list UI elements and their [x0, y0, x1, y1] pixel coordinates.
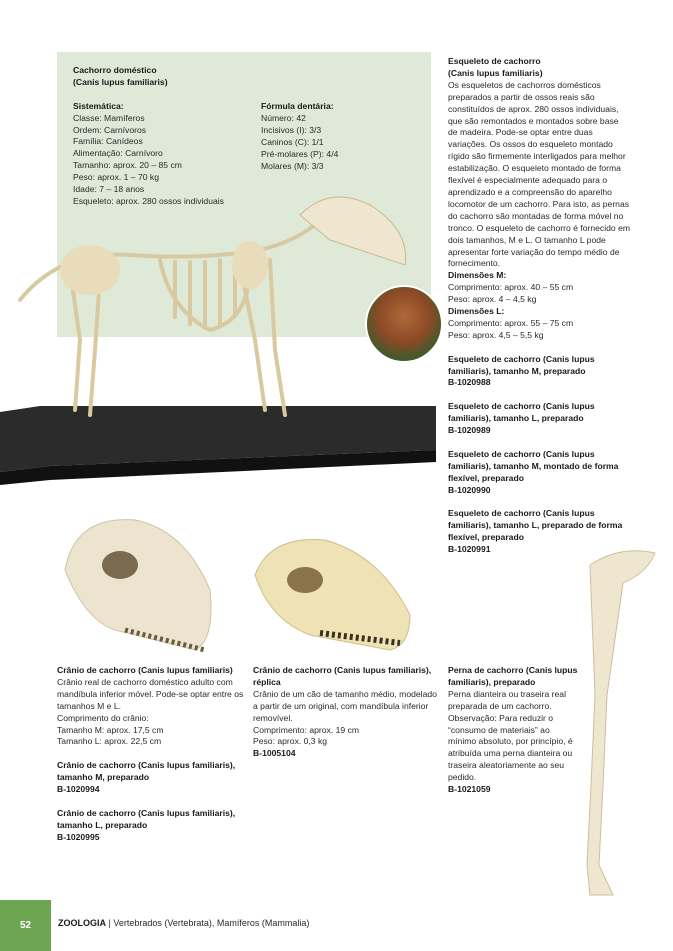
dental-item: Número: 42 — [261, 112, 306, 123]
product-name: Esqueleto de cachorro (Canis lupus familiaris), tamanho M, montado de forma flexível, preparado — [448, 448, 619, 483]
systematics-item: Peso: aprox. 1 – 70 kg — [73, 172, 159, 183]
skeleton-subtitle: (Canis lupus familiaris) — [448, 67, 543, 78]
dental-heading: Fórmula dentária: — [261, 101, 334, 111]
product-code: B-1020989 — [448, 425, 491, 436]
info-title: Cachorro doméstico — [73, 65, 157, 75]
dim-m-length: Comprimento: aprox. 40 – 55 cm — [448, 282, 574, 293]
product-entry — [57, 808, 247, 844]
product-entry — [448, 401, 630, 437]
replica-description: Crânio de um cão de tamanho médio, modelado a partir de um original, com mandíbula inferior removível. — [253, 688, 437, 723]
dim-m-heading: Dimensões M: — [448, 270, 507, 281]
replica-skull-image — [250, 535, 415, 655]
footer-separator: | — [106, 918, 114, 928]
dental-item: Caninos (C): 1/1 — [261, 136, 324, 147]
systematics-item: Idade: 7 – 18 anos — [73, 184, 145, 195]
systematics-item: Tamanho: aprox. 20 – 85 cm — [73, 160, 182, 171]
skull-title: Crânio de cachorro (Canis lupus familiaris) — [57, 665, 233, 675]
product-code: B-1020995 — [57, 831, 100, 842]
dog-leg-image — [585, 545, 660, 900]
dim-l-weight: Peso: aprox. 4,5 – 5,5 kg — [448, 329, 544, 340]
replica-title: Crânio de cachorro (Canis lupus familiaris), réplica — [253, 665, 432, 687]
product-name: Crânio de cachorro (Canis lupus familiaris), tamanho M, preparado — [57, 760, 236, 783]
product-code: B-1020988 — [448, 377, 491, 388]
info-subtitle: (Canis lupus familiaris) — [73, 76, 168, 87]
product-name: Esqueleto de cachorro (Canis lupus familiaris), tamanho L, preparado de forma flexível, preparado — [448, 508, 623, 543]
product-name: Crânio de cachorro (Canis lupus familiaris), tamanho L, preparado — [57, 807, 236, 830]
dim-l-length: Comprimento: aprox. 55 – 75 cm — [448, 317, 574, 328]
systematics-heading: Sistemática: — [73, 100, 124, 111]
dog-photo — [365, 285, 443, 363]
replica-code: B-1005104 — [253, 748, 296, 759]
product-name: Esqueleto de cachorro (Canis lupus familiaris), tamanho L, preparado — [448, 401, 595, 424]
skull-length-label: Comprimento do crânio: — [57, 712, 149, 723]
leg-code: B-1021059 — [448, 784, 491, 795]
leg-description: Perna dianteira ou traseira real preparada de um cachorro. Observação: Para reduzir o “consumo de materiais” ao mínimo absoluto, por princípio, é atribuída uma perna dianteira ou traseira aleatoriamente ao seu pedido. — [448, 688, 573, 783]
replica-spec: Comprimento: aprox. 19 cm — [253, 724, 360, 735]
skull-size: Tamanho M: aprox. 17,5 cm — [57, 724, 164, 735]
dental-item: Molares (M): 3/3 — [261, 160, 324, 171]
skull-size: Tamanho L: aprox. 22,5 cm — [57, 736, 162, 747]
footer-path: Vertebrados (Vertebrata), Mamíferos (Mammalia) — [113, 918, 310, 928]
footer-breadcrumb — [58, 918, 309, 930]
product-code: B-1020990 — [448, 484, 491, 495]
product-entry — [448, 354, 630, 390]
footer-section: ZOOLOGIA — [58, 918, 106, 928]
skeleton-title: Esqueleto de cachorro — [448, 56, 541, 66]
product-name: Esqueleto de cachorro (Canis lupus familiaris), tamanho M, preparado — [448, 353, 595, 376]
page-number: 52 — [0, 900, 51, 951]
systematics-item: Alimentação: Carnívoro — [73, 148, 163, 159]
systematics-item: Classe: Mamíferos — [73, 112, 145, 123]
dental-item: Pré-molares (P): 4/4 — [261, 148, 339, 159]
dim-l-heading: Dimensões L: — [448, 306, 505, 317]
leg-title: Perna de cachorro (Canis lupus familiaris), preparado — [448, 665, 578, 687]
systematics-item: Família: Canídeos — [73, 136, 143, 147]
skull-description: Crânio real de cachorro doméstico adulto com mandíbula inferior móvel. Pode-se optar entre os tamanhos M e L. — [57, 676, 244, 711]
product-code: B-1020994 — [57, 784, 100, 795]
replica-spec: Peso: aprox. 0,3 kg — [253, 736, 328, 747]
dim-m-weight: Peso: aprox. 4 – 4,5 kg — [448, 294, 537, 305]
skull-image — [55, 510, 220, 658]
product-entry — [57, 760, 247, 796]
dental-item: Incisivos (I): 3/3 — [261, 124, 322, 135]
systematics-item: Esqueleto: aprox. 280 ossos individuais — [73, 195, 224, 206]
product-code: B-1020991 — [448, 544, 491, 555]
systematics-item: Ordem: Carnívoros — [73, 124, 147, 135]
product-entry — [448, 449, 630, 497]
skeleton-description: Os esqueletos de cachorros domésticos preparados a partir de ossos reais são constituídos de aprox. 280 ossos individuais, que são remontados e montados sobre base de madeira. Pode-se optar entre duas variações. Os ossos do esqueleto montado rígido são firmemente interligados para melhor estabilização. O esqueleto montado de forma flexível é especialmente adequado para o aprendizado e a compreensão do aparelho locomotor de um cachorro. Para isto, as pernas do cachorro são montadas de forma móvel no tronco. O esqueleto de cachorro é fornecido em dois tamanhos, M e L. O tamanho L pode apresentar forte variação do tempo médio de fornecimento. — [448, 79, 631, 269]
